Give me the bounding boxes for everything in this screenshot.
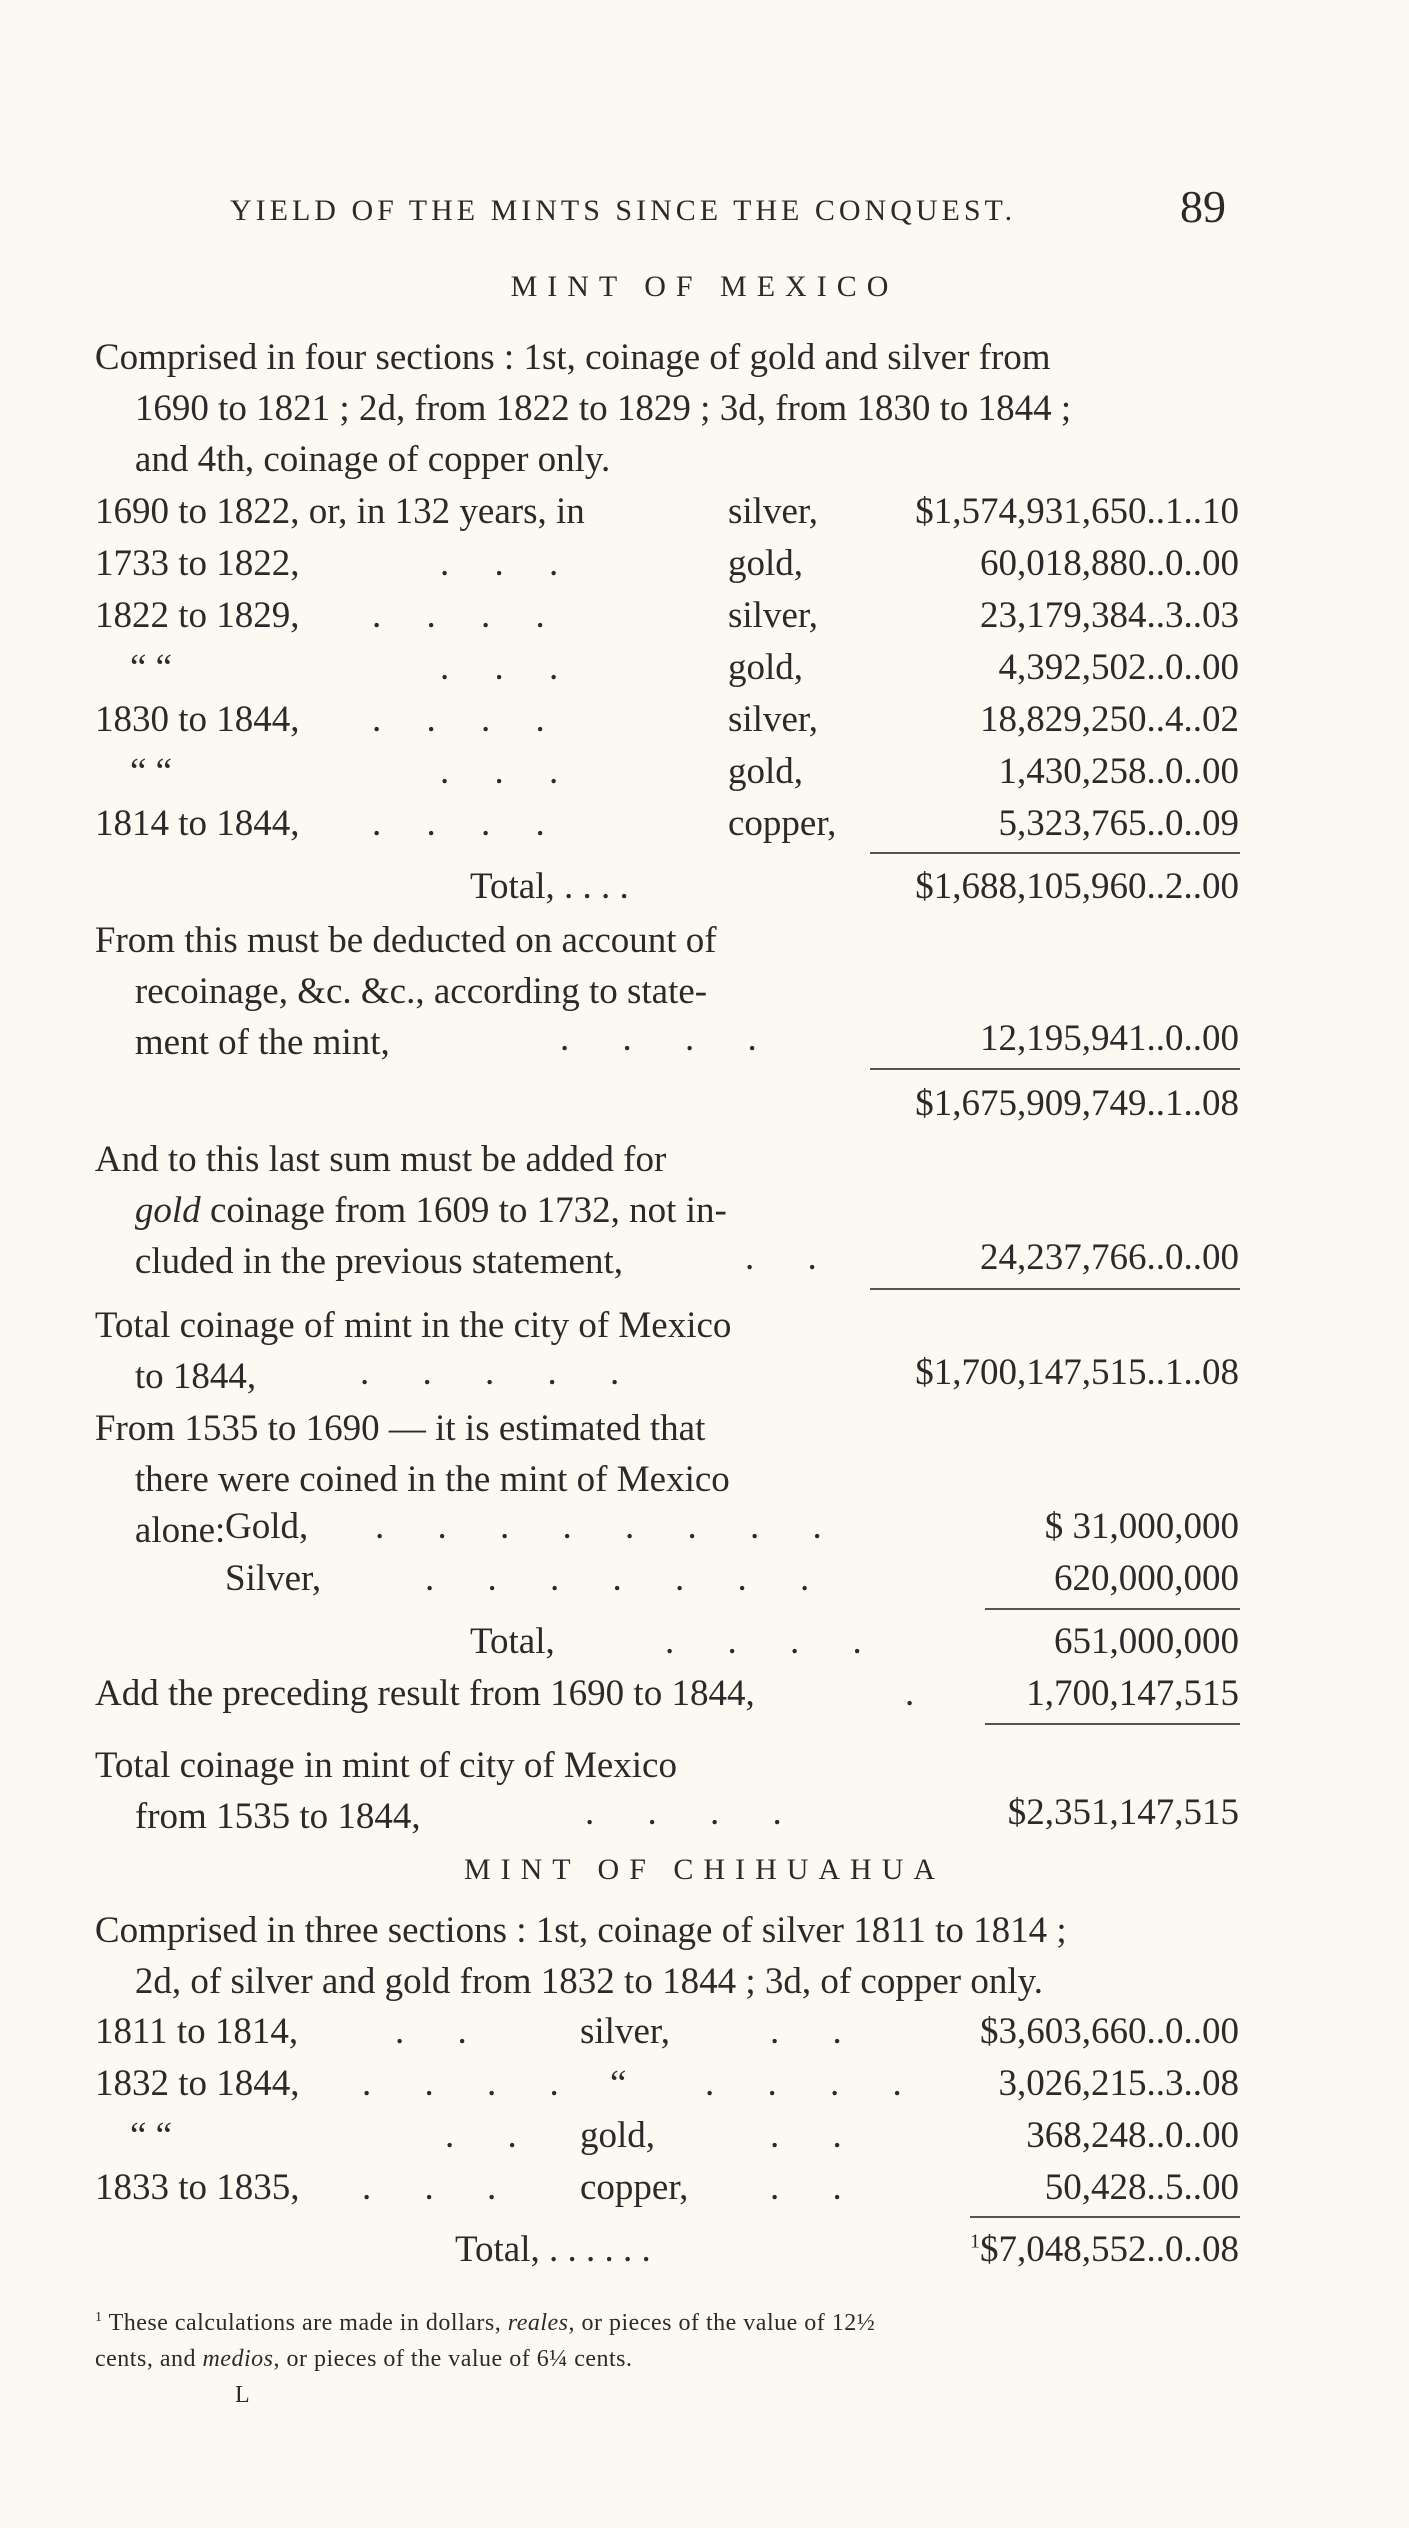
- sum-rule: [970, 2216, 1240, 2218]
- footnote: [95, 2300, 1245, 2413]
- total-value: $7,048,552..0..08: [980, 2229, 1239, 2270]
- leader-dots: . . . .: [665, 1621, 884, 1662]
- metal: silver,: [728, 699, 818, 740]
- leader-dots: . .: [745, 1237, 839, 1278]
- running-title: YIELD OF THE MINTS SINCE THE CONQUEST.: [230, 194, 1017, 227]
- leader-dots: . . . .: [585, 1792, 804, 1833]
- text-fragment: , or pieces of the value of 6¼ cents.: [273, 2346, 633, 2372]
- chihuahua-intro: [95, 1905, 1245, 2007]
- leader-dots: . . . . . . .: [425, 1558, 832, 1599]
- amount: 4,392,502..0..00: [998, 647, 1239, 688]
- total-coinage-amount: $1,700,147,515..1..08: [915, 1352, 1239, 1393]
- period: 1822 to 1829,: [95, 595, 300, 636]
- amount: 18,829,250..4..02: [980, 699, 1239, 740]
- emphasis-medios: medios: [202, 2346, 274, 2372]
- amount: $3,603,660..0..00: [980, 2011, 1239, 2052]
- amount: 50,428..5..00: [1044, 2167, 1239, 2208]
- metal: copper,: [728, 803, 837, 844]
- period: 1733 to 1822,: [95, 543, 300, 584]
- period: 1832 to 1844,: [95, 2063, 300, 2104]
- leader-dots: . . . .: [560, 1018, 779, 1059]
- amount: 5,323,765..0..09: [998, 803, 1239, 844]
- leader-dots: . . . . .: [360, 1352, 642, 1393]
- amount: 3,026,215..3..08: [998, 2063, 1239, 2104]
- text-line: [95, 1185, 855, 1236]
- text-fragment: These calculations are made in dollars,: [102, 2310, 508, 2336]
- leader-dots: . . .: [362, 2167, 519, 2208]
- page-header: [0, 180, 1409, 250]
- text-line: And to this last sum must be added for: [94, 1139, 667, 1180]
- period: 1833 to 1835,: [95, 2167, 300, 2208]
- leader-dots: . . . . . . . .: [375, 1506, 844, 1547]
- total-label: Total, . . . .: [470, 866, 629, 907]
- metal: silver,: [728, 595, 818, 636]
- text-line: to 1844,: [134, 1356, 257, 1397]
- text-line: From this must be deducted on account of: [94, 920, 717, 961]
- add-amount: 24,237,766..0..00: [980, 1237, 1239, 1278]
- leader-dots: . . . .: [362, 2063, 581, 2104]
- intro-line: and 4th, coinage of copper only.: [134, 439, 611, 480]
- signature-mark: L: [235, 2382, 251, 2408]
- mexico-intro: [95, 332, 1245, 485]
- period: 1811 to 1814,: [95, 2011, 299, 2052]
- total-label: Total, . . . . . .: [455, 2229, 651, 2270]
- label: Gold,: [225, 1506, 309, 1547]
- amount: $ 31,000,000: [1044, 1506, 1239, 1547]
- period-ditto: “ “: [130, 751, 173, 792]
- leader-dots: . . .: [440, 751, 577, 792]
- text-fragment: cents, and: [95, 2346, 203, 2372]
- leader-dots: . . . .: [705, 2063, 924, 2104]
- metal: gold,: [728, 751, 804, 792]
- text-line: alone:: [134, 1510, 226, 1551]
- text-fragment: coinage from 1609 to 1732, not in-: [200, 1190, 727, 1231]
- metal: gold,: [580, 2115, 656, 2156]
- sum-rule: [870, 1288, 1240, 1290]
- total-amount: $1,688,105,960..2..00: [915, 866, 1239, 907]
- leader-dots: . . .: [440, 543, 577, 584]
- leader-dots: . .: [770, 2115, 864, 2156]
- metal: silver,: [728, 491, 818, 532]
- total-amount: [970, 2228, 1239, 2271]
- text-line: From 1535 to 1690 — it is estimated that: [94, 1408, 706, 1449]
- emphasis-reales: reales: [507, 2310, 569, 2336]
- intro-line: 1690 to 1821 ; 2d, from 1822 to 1829 ; 3d, from 1830 to 1844 ;: [134, 388, 1072, 429]
- amount: 23,179,384..3..03: [980, 595, 1239, 636]
- section-title-chihuahua: MINT OF CHIHUAHUA: [463, 1853, 946, 1886]
- deduct-amount: 12,195,941..0..00: [980, 1018, 1239, 1059]
- text-line: cluded in the previous statement,: [134, 1241, 623, 1282]
- period-ditto: “ “: [130, 647, 173, 688]
- grand-total-amount: $2,351,147,515: [1007, 1792, 1239, 1833]
- period-ditto: “ “: [130, 2115, 173, 2156]
- amount: 620,000,000: [1054, 1558, 1239, 1599]
- leader-dots: . . .: [440, 647, 577, 688]
- section-title-mexico: MINT OF MEXICO: [510, 270, 899, 303]
- sum-rule: [870, 852, 1240, 854]
- metal: gold,: [728, 647, 804, 688]
- text-line: Total coinage of mint in the city of Mexico: [94, 1305, 732, 1346]
- sum-rule: [985, 1608, 1240, 1610]
- leader-dots: . .: [395, 2011, 489, 2052]
- page-number: 89: [1180, 181, 1226, 232]
- text-line: ment of the mint,: [134, 1022, 390, 1063]
- leader-dots: . . . .: [372, 803, 563, 844]
- text-line: there were coined in the mint of Mexico: [134, 1459, 730, 1500]
- text-fragment: , or pieces of the value of 12½: [568, 2310, 876, 2336]
- amount: $1,574,931,650..1..10: [915, 491, 1239, 532]
- leader-dots: . . . .: [372, 595, 563, 636]
- addition-text: [95, 1134, 855, 1287]
- text-line: Total coinage in mint of city of Mexico: [94, 1745, 677, 1786]
- period: 1814 to 1844,: [95, 803, 300, 844]
- leader-dots: . .: [445, 2115, 539, 2156]
- text-line: from 1535 to 1844,: [134, 1796, 421, 1837]
- sum-rule: [985, 1723, 1240, 1725]
- leader-dots: . .: [770, 2011, 864, 2052]
- label: Silver,: [225, 1558, 322, 1599]
- footnote-marker: 1: [95, 2310, 103, 2325]
- leader-dots: .: [905, 1673, 915, 1714]
- leader-dots: . .: [770, 2167, 864, 2208]
- intro-line: 2d, of silver and gold from 1832 to 1844 ; 3d, of copper only.: [134, 1961, 1043, 2002]
- subtotal-amount: $1,675,909,749..1..08: [915, 1083, 1239, 1124]
- label: Total,: [470, 1621, 555, 1662]
- metal: copper,: [580, 2167, 689, 2208]
- metal-ditto: “: [610, 2063, 627, 2104]
- footnote-marker: 1: [970, 2230, 980, 2253]
- footnote-line: [95, 2300, 1245, 2341]
- amount: 368,248..0..00: [1026, 2115, 1239, 2156]
- footnote-line: [95, 2341, 1245, 2377]
- intro-line: Comprised in three sections : 1st, coinage of silver 1811 to 1814 ;: [94, 1910, 1067, 1951]
- sum-rule: [870, 1068, 1240, 1070]
- amount: 1,430,258..0..00: [998, 751, 1239, 792]
- amount: 60,018,880..0..00: [980, 543, 1239, 584]
- intro-line: Comprised in four sections : 1st, coinage of gold and silver from: [94, 337, 1051, 378]
- text-line: recoinage, &c. &c., according to state-: [134, 971, 708, 1012]
- period: 1690 to 1822, or, in 132 years, in: [95, 491, 585, 532]
- leader-dots: . . . .: [372, 699, 563, 740]
- add-preceding-text: Add the preceding result from 1690 to 1844,: [95, 1673, 755, 1714]
- add-preceding-amount: 1,700,147,515: [1026, 1673, 1239, 1714]
- amount: 651,000,000: [1054, 1621, 1239, 1662]
- period: 1830 to 1844,: [95, 699, 300, 740]
- metal: silver,: [580, 2011, 670, 2052]
- emphasis-gold: gold: [134, 1190, 201, 1231]
- metal: gold,: [728, 543, 804, 584]
